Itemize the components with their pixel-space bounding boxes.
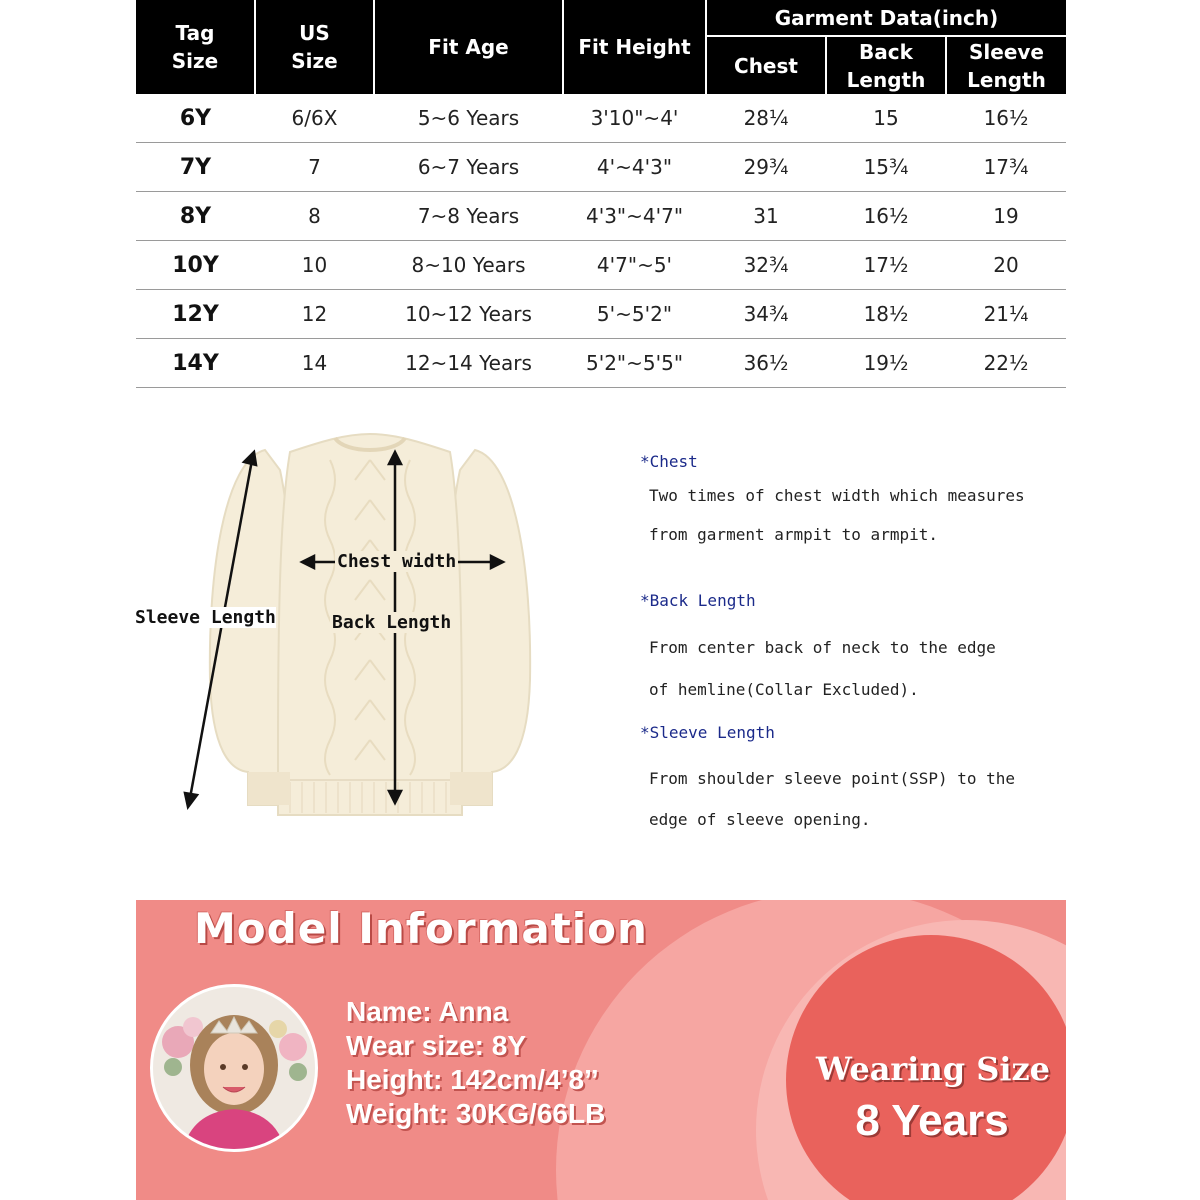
row-sleeve-length: 17¾ (946, 143, 1066, 192)
header-sleeve-length (946, 36, 1066, 94)
row-back-length: 15 (826, 94, 946, 143)
row-us-size: 7 (255, 143, 374, 192)
row-fit-age: 6~7 Years (374, 143, 563, 192)
row-chest: 31 (706, 192, 826, 241)
table-row (136, 192, 1066, 241)
back-length-label: Back Length (332, 612, 452, 633)
row-fit-height: 4'7"~5' (563, 241, 706, 290)
row-sleeve-length: 20 (946, 241, 1066, 290)
model-name: Name: Anna (346, 996, 509, 1027)
row-fit-age: 10~12 Years (374, 290, 563, 339)
note-chest-line-1: Two times of chest width which measures (649, 486, 1025, 505)
table-row (136, 290, 1066, 339)
sleeve-length-label: Sleeve Length (135, 607, 276, 628)
table-row (136, 241, 1066, 290)
model-avatar (150, 984, 318, 1152)
size-chart-table (136, 0, 1066, 388)
note-sleeve-line-2: edge of sleeve opening. (649, 810, 871, 829)
row-sleeve-length: 22½ (946, 339, 1066, 388)
note-chest-title: *Chest (640, 452, 698, 471)
sweater-measurement-diagram (130, 420, 610, 830)
header-label: Back Length (846, 39, 926, 92)
row-fit-height: 5'~5'2" (563, 290, 706, 339)
row-tag-size: 12Y (136, 290, 255, 339)
row-chest: 34¾ (706, 290, 826, 339)
header-fit-height: Fit Height (563, 0, 706, 94)
row-tag-size: 7Y (136, 143, 255, 192)
row-tag-size: 8Y (136, 192, 255, 241)
row-back-length: 19½ (826, 339, 946, 388)
row-chest: 32¾ (706, 241, 826, 290)
chest-width-label: Chest width (337, 551, 457, 572)
header-back-length (826, 36, 946, 94)
header-us-size (255, 0, 374, 94)
row-fit-height: 3'10"~4' (563, 94, 706, 143)
row-sleeve-length: 16½ (946, 94, 1066, 143)
row-back-length: 18½ (826, 290, 946, 339)
row-back-length: 16½ (826, 192, 946, 241)
note-back-title: *Back Length (640, 591, 756, 610)
row-fit-age: 12~14 Years (374, 339, 563, 388)
wearing-size-value: 8 Years (855, 1096, 1009, 1145)
row-fit-age: 7~8 Years (374, 192, 563, 241)
model-portrait-illustration (153, 987, 315, 1149)
row-us-size: 8 (255, 192, 374, 241)
wearing-size-title: Wearing Size (816, 1050, 1051, 1088)
note-chest-line-2: from garment armpit to armpit. (649, 525, 938, 544)
model-info-title: Model Information (194, 904, 648, 953)
header-garment-data: Garment Data(inch) (706, 0, 1066, 36)
row-fit-age: 8~10 Years (374, 241, 563, 290)
row-us-size: 10 (255, 241, 374, 290)
row-tag-size: 10Y (136, 241, 255, 290)
header-label: US Size (291, 21, 338, 73)
row-us-size: 14 (255, 339, 374, 388)
header-label: Tag Size (171, 21, 219, 73)
row-fit-age: 5~6 Years (374, 94, 563, 143)
row-us-size: 6/6X (255, 94, 374, 143)
row-tag-size: 14Y (136, 339, 255, 388)
row-chest: 36½ (706, 339, 826, 388)
note-back-line-1: From center back of neck to the edge (649, 638, 996, 657)
row-fit-height: 5'2"~5'5" (563, 339, 706, 388)
row-sleeve-length: 19 (946, 192, 1066, 241)
row-us-size: 12 (255, 290, 374, 339)
header-tag-size (136, 0, 255, 94)
header-fit-age: Fit Age (374, 0, 563, 94)
row-chest: 29¾ (706, 143, 826, 192)
row-back-length: 15¾ (826, 143, 946, 192)
note-sleeve-title: *Sleeve Length (640, 723, 775, 742)
model-height: Height: 142cm/4’8’’ (346, 1064, 599, 1095)
table-row (136, 339, 1066, 388)
model-weight: Weight: 30KG/66LB (346, 1098, 606, 1129)
note-back-line-2: of hemline(Collar Excluded). (649, 680, 919, 699)
row-sleeve-length: 21¼ (946, 290, 1066, 339)
row-chest: 28¼ (706, 94, 826, 143)
row-back-length: 17½ (826, 241, 946, 290)
model-wear-size: Wear size: 8Y (346, 1030, 527, 1061)
row-tag-size: 6Y (136, 94, 255, 143)
header-label: Sleeve Length (967, 39, 1046, 92)
row-fit-height: 4'~4'3" (563, 143, 706, 192)
table-row (136, 143, 1066, 192)
row-fit-height: 4'3"~4'7" (563, 192, 706, 241)
header-chest: Chest (706, 36, 826, 94)
model-information-panel (136, 900, 1066, 1200)
note-sleeve-line-1: From shoulder sleeve point(SSP) to the (649, 769, 1016, 788)
table-row (136, 94, 1066, 143)
